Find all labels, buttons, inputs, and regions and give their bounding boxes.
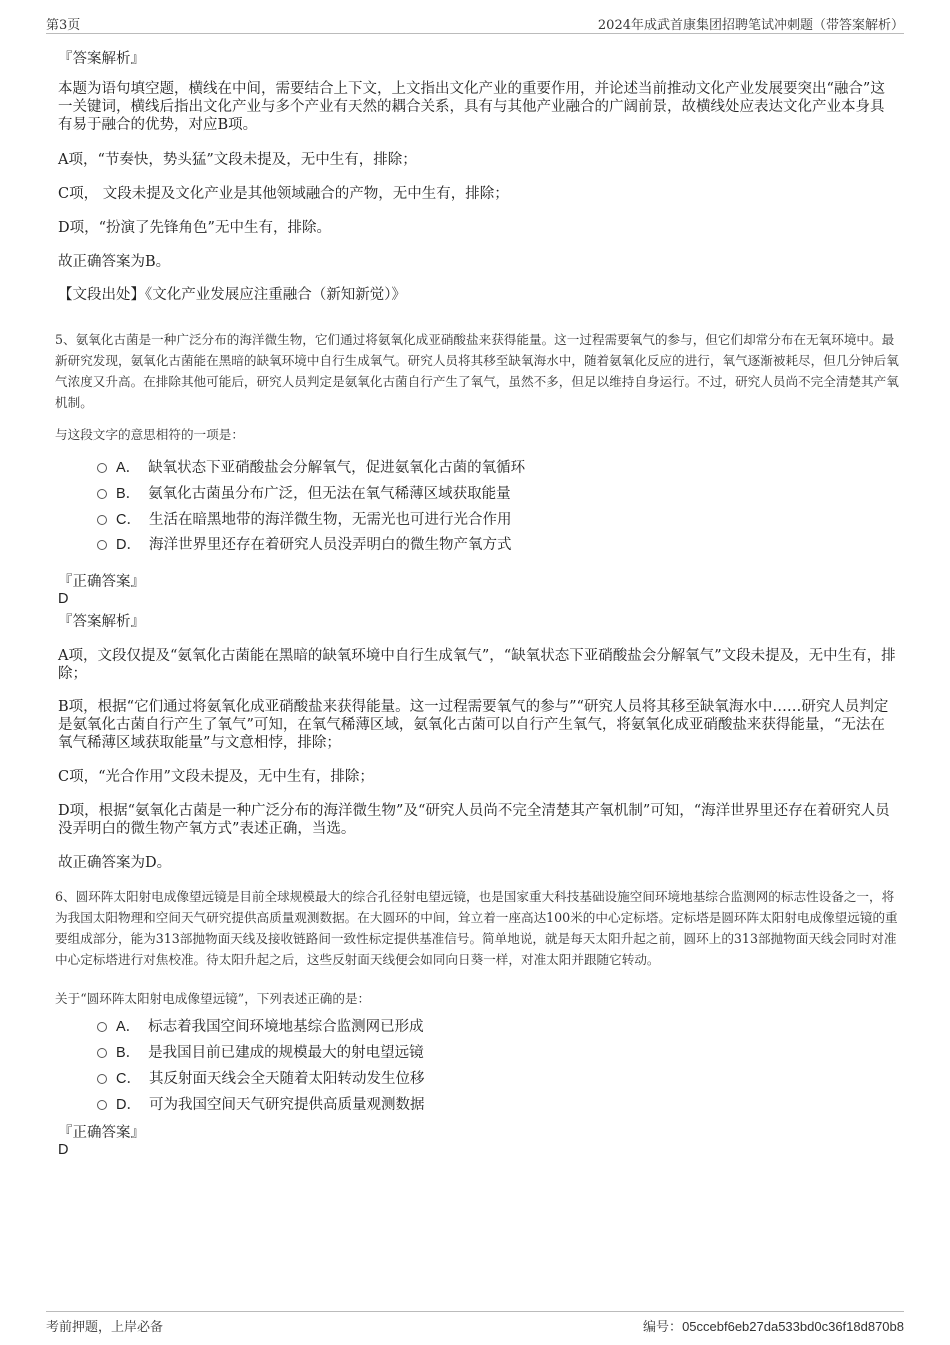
- q4-point-a: A项，“节奏快，势头猛”文段未提及，无中生有，排除；: [58, 152, 417, 168]
- radio-icon[interactable]: [97, 1074, 107, 1084]
- q5-option-d[interactable]: [97, 535, 511, 555]
- q5-option-c[interactable]: [97, 510, 511, 530]
- q5-answer-heading: 『正确答案』: [58, 574, 145, 590]
- radio-icon[interactable]: [97, 489, 107, 499]
- page-header: [46, 13, 904, 34]
- page-number: 第3页: [46, 18, 81, 33]
- option-text: 标志着我国空间环境地基综合监测网已形成: [148, 1019, 424, 1035]
- q4-point-d: D项，“扮演了先锋角色”无中生有，排除。: [58, 220, 331, 236]
- option-label: B．: [116, 486, 141, 502]
- document-id-value: 05ccebf6eb27da533bd0c36f18d870b8: [682, 1319, 904, 1334]
- radio-icon[interactable]: [97, 1022, 107, 1032]
- option-label: B．: [116, 1045, 141, 1061]
- q6-stem: 6、圆环阵太阳射电成像望远镜是目前全球规模最大的综合孔径射电望远镜，也是国家重大科技基础设施空间环境地基综合监测网的标志性设备之一，将为我国太阳物理和空间天气研究提供高质量观测数据。在大圆环的中间，耸立着一座高达100米的中心定标塔。定标塔是圆环阵太阳射电成像望远镜的重要组成部分，能为313部抛物面天线及接收链路间一致性标定提供基准信号。简单地说，就是每天太阳升起之前，圆环上的313部抛物面天线会同时对准中心定标塔进行对焦校准。待太阳升起之后，这些反射面天线便会如同向日葵一样，对准太阳并跟随它转动。: [55, 889, 898, 967]
- option-label: A．: [116, 460, 141, 476]
- footer-slogan: 考前押题，上岸必备: [46, 1320, 164, 1335]
- option-label: C．: [116, 512, 141, 528]
- radio-icon[interactable]: [97, 540, 107, 550]
- q5-prompt: 与这段文字的意思相符的一项是：: [55, 427, 244, 442]
- q6-option-b[interactable]: [97, 1043, 424, 1063]
- q6-option-c[interactable]: [97, 1069, 424, 1089]
- q5-point-c: C项，“光合作用”文段未提及，无中生有，排除；: [58, 769, 374, 785]
- q6-prompt: 关于“圆环阵太阳射电成像望远镜”，下列表述正确的是：: [55, 991, 371, 1006]
- option-label: C．: [116, 1071, 141, 1087]
- option-text: 氨氧化古菌虽分布广泛，但无法在氧气稀薄区域获取能量: [148, 486, 511, 502]
- q4-source: 【文段出处】《文化产业发展应注重融合（新知新觉）》: [58, 287, 406, 303]
- option-label: D．: [116, 1097, 141, 1113]
- q5-point-d: D项，根据“氨氧化古菌是一种广泛分布的海洋微生物”及“研究人员尚不完全清楚其产氧机制”可知，“海洋世界里还存在着研究人员没弄明白的微生物产氧方式”表述正确，当选。: [58, 803, 890, 837]
- q4-analysis-heading: 『答案解析』: [58, 51, 145, 67]
- radio-icon[interactable]: [97, 463, 107, 473]
- q6-answer-heading: 『正确答案』: [58, 1125, 145, 1141]
- q6-option-d[interactable]: [97, 1095, 424, 1115]
- q5-analysis-heading: 『答案解析』: [58, 614, 145, 630]
- radio-icon[interactable]: [97, 515, 107, 525]
- option-text: 可为我国空间天气研究提供高质量观测数据: [148, 1097, 425, 1113]
- q6-option-a[interactable]: [97, 1017, 424, 1037]
- radio-icon[interactable]: [97, 1100, 107, 1110]
- document-id-label: 编号：: [643, 1320, 683, 1335]
- q5-stem: 5、氨氧化古菌是一种广泛分布的海洋微生物，它们通过将氨氧化成亚硝酸盐来获得能量。这一过程需要氧气的参与，但它们却常分布在无氧环境中。最新研究发现，氨氧化古菌能在黑暗的缺氧环境中自行生成氧气。研究人员将其移至缺氧海水中，随着氨氧化反应的进行，氧气逐渐被耗尽，但几分钟后氧气浓度又升高。在排除其他可能后，研究人员判定是氨氧化古菌自行产生了氧气，虽然不多，但足以维持自身运行。不过，研究人员尚不完全清楚其产氧机制。: [55, 332, 899, 410]
- q5-point-b: B项，根据“它们通过将氨氧化成亚硝酸盐来获得能量。这一过程需要氧气的参与”“研究人员将其移至缺氧海水中……研究人员判定是氨氧化古菌自行产生了氧气”可知，在氧气稀薄区域，氨氧化古菌可以自行产生氧气，将氨氧化成亚硝酸盐来获得能量，“无法在氧气稀薄区域获取能量”与文意相悖，排除；: [58, 699, 889, 751]
- q6-answer-value: D: [58, 1142, 69, 1158]
- q5-option-a[interactable]: [97, 458, 525, 478]
- option-text: 海洋世界里还存在着研究人员没弄明白的微生物产氧方式: [148, 537, 512, 553]
- q5-conclusion: 故正确答案为D。: [58, 855, 172, 871]
- document-id: [643, 1316, 904, 1335]
- document-title: 2024年成武首康集团招聘笔试冲刺题（带答案解析）: [597, 18, 904, 33]
- option-text: 生活在暗黑地带的海洋微生物，无需光也可进行光合作用: [148, 512, 512, 528]
- option-text: 缺氧状态下亚硝酸盐会分解氧气，促进氨氧化古菌的氧循环: [148, 460, 526, 476]
- q5-point-a: A项，文段仅提及“氨氧化古菌能在黑暗的缺氧环境中自行生成氧气”，“缺氧状态下亚硝酸盐会分解氧气”文段未提及，无中生有，排除；: [58, 648, 896, 682]
- option-label: A．: [116, 1019, 141, 1035]
- page-footer: [46, 1311, 904, 1336]
- q5-option-b[interactable]: [97, 484, 511, 504]
- q4-analysis-intro: 本题为语句填空题，横线在中间，需要结合上下文，上文指出文化产业的重要作用，并论述当前推动文化产业发展要突出“融合”这一关键词，横线后指出文化产业与多个产业有天然的耦合关系，具有与其他产业融合的广阔前景，故横线处应表达文化产业本身具有易于融合的优势，对应B项。: [58, 81, 885, 133]
- q4-conclusion: 故正确答案为B。: [58, 254, 171, 270]
- q4-point-c: C项， 文段未提及文化产业是其他领域融合的产物，无中生有，排除；: [58, 186, 509, 202]
- option-label: D．: [116, 537, 141, 553]
- radio-icon[interactable]: [97, 1048, 107, 1058]
- option-text: 其反射面天线会全天随着太阳转动发生位移: [148, 1071, 425, 1087]
- option-text: 是我国目前已建成的规模最大的射电望远镜: [148, 1045, 424, 1061]
- q5-answer-value: D: [58, 591, 69, 607]
